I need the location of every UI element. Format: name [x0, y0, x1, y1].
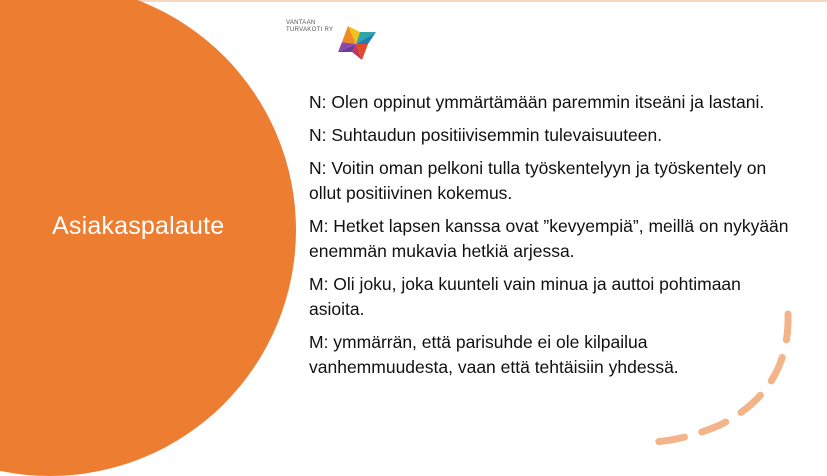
- pinwheel-logo-icon: [332, 22, 380, 68]
- slide-title: Asiakaspalaute: [52, 212, 225, 240]
- feedback-item-4: M: Hetket lapsen kanssa ovat ”kevyempiä”, meillä on nykyään enemmän mukavia hetkiä arjessa.: [309, 216, 789, 261]
- feedback-item-3: N: Voitin oman pelkoni tulla työskentelyyn ja työskentely on ollut positiivinen kokemus.: [309, 158, 767, 203]
- dashed-arc-decoration: [630, 300, 810, 460]
- feedback-item-2: N: Suhtaudun positiivisemmin tulevaisuuteen.: [309, 125, 663, 145]
- feedback-item-5: M: Oli joku, joka kuunteli vain minua ja auttoi pohtimaan asioita.: [309, 274, 741, 319]
- logo-text-line2: TURVAKOTI RY: [286, 27, 334, 33]
- feedback-item-6: M: ymmärrän, että parisuhde ei ole kilpailua vanhemmuudesta, vaan että tehtäisiin yhdessä.: [309, 332, 679, 377]
- organization-logo: [286, 20, 396, 70]
- logo-text-line1: VANTAAN: [286, 20, 316, 26]
- feedback-item-1: N: Olen oppinut ymmärtämään paremmin itseäni ja lastani.: [309, 92, 765, 112]
